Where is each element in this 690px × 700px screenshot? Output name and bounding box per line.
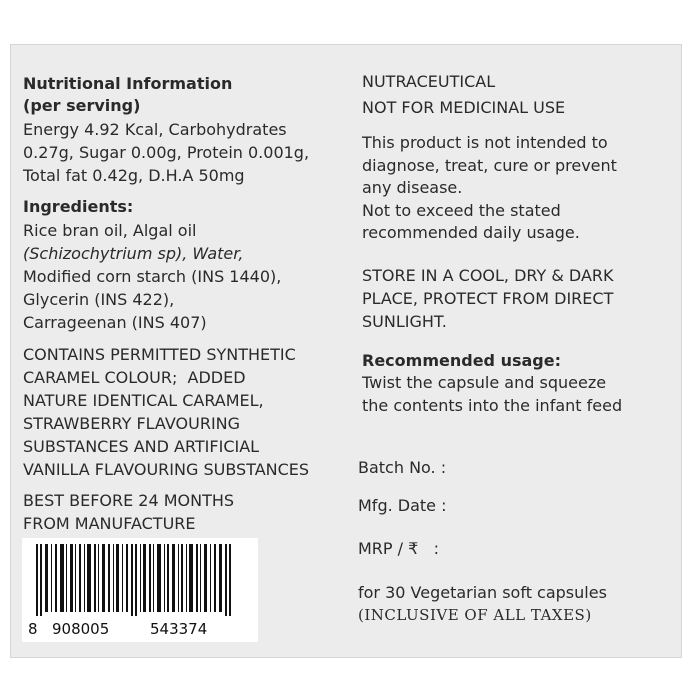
storage-line: PLACE, PROTECT FROM DIRECT bbox=[362, 289, 614, 308]
contains-line: SUBSTANCES AND ARTIFICIAL bbox=[23, 437, 260, 456]
ingredients-line: Modified corn starch (INS 1440), bbox=[23, 267, 282, 286]
storage-line: STORE IN A COOL, DRY & DARK bbox=[362, 266, 614, 285]
contains-line: CONTAINS PERMITTED SYNTHETIC bbox=[23, 345, 296, 364]
storage-line: SUNLIGHT. bbox=[362, 312, 447, 331]
barcode-digit: 8 bbox=[28, 620, 38, 638]
capsules-line: for 30 Vegetarian soft capsules bbox=[358, 583, 607, 602]
mfg-date-label: Mfg. Date : bbox=[358, 496, 447, 515]
ingredients-title: Ingredients: bbox=[23, 197, 134, 216]
barcode-digits-group: 543374 bbox=[150, 620, 208, 638]
ingredients-line: Carrageenan (INS 407) bbox=[23, 313, 207, 332]
barcode-bars bbox=[28, 544, 252, 616]
barcode-digits-group: 908005 bbox=[52, 620, 110, 638]
contains-line: NATURE IDENTICAL CARAMEL, bbox=[23, 391, 264, 410]
nutrition-line: 0.27g, Sugar 0.00g, Protein 0.001g, bbox=[23, 143, 310, 162]
disclaimer-line: diagnose, treat, cure or prevent bbox=[362, 156, 617, 175]
contains-line: STRAWBERRY FLAVOURING bbox=[23, 414, 241, 433]
disclaimer-line: This product is not intended to bbox=[362, 133, 608, 152]
contains-line: CARAMEL COLOUR; ADDED bbox=[23, 368, 246, 387]
contains-line: VANILLA FLAVOURING SUBSTANCES bbox=[23, 460, 310, 479]
nutrition-line: Total fat 0.42g, D.H.A 50mg bbox=[23, 166, 245, 185]
best-before-line: FROM MANUFACTURE bbox=[23, 514, 196, 533]
ingredients-line: Rice bran oil, Algal oil bbox=[23, 221, 197, 240]
disclaimer-line: recommended daily usage. bbox=[362, 223, 580, 242]
disclaimer-line: any disease. bbox=[362, 178, 463, 197]
nutraceutical-label: NUTRACEUTICAL bbox=[362, 72, 496, 91]
ingredients-line: (Schizochytrium sp), Water, bbox=[23, 244, 244, 263]
batch-label: Batch No. : bbox=[358, 458, 447, 477]
ingredients-line: Glycerin (INS 422), bbox=[23, 290, 175, 309]
barcode bbox=[22, 538, 258, 642]
usage-line: Twist the capsule and squeeze bbox=[362, 373, 607, 392]
taxes-line: (INCLUSIVE OF ALL TAXES) bbox=[358, 606, 592, 624]
usage-line: the contents into the infant feed bbox=[362, 396, 623, 415]
disclaimer-line: Not to exceed the stated bbox=[362, 201, 561, 220]
nutrition-subtitle: (per serving) bbox=[23, 96, 141, 115]
usage-title: Recommended usage: bbox=[362, 351, 561, 370]
nutrition-line: Energy 4.92 Kcal, Carbohydrates bbox=[23, 120, 287, 139]
best-before-line: BEST BEFORE 24 MONTHS bbox=[23, 491, 235, 510]
not-medicinal-label: NOT FOR MEDICINAL USE bbox=[362, 98, 566, 117]
nutrition-title: Nutritional Information bbox=[23, 74, 233, 93]
mrp-label: MRP / ₹ : bbox=[358, 539, 439, 558]
